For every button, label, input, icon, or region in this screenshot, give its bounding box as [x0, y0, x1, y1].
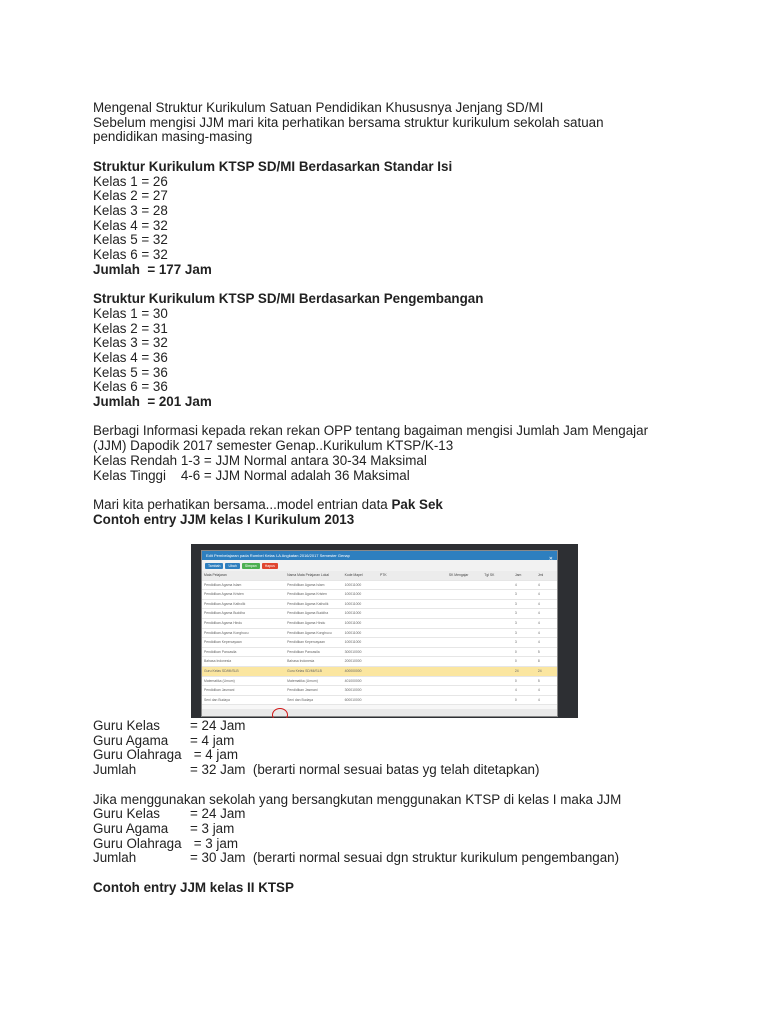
screenshot-button: Ubah: [225, 563, 239, 569]
table-cell: 300010000: [344, 688, 362, 693]
table-cell: [378, 696, 447, 705]
table-row: [202, 677, 557, 687]
table-cell: [447, 638, 482, 647]
k13-row: Guru Kelas = 24 Jam: [93, 718, 246, 733]
table-cell: [378, 677, 447, 686]
ktsp-row: Guru Kelas = 24 Jam: [93, 806, 246, 822]
table-cell: 300010000: [344, 649, 362, 654]
table-cell: [378, 638, 447, 647]
table-cell: [482, 696, 513, 705]
dapodik-window: [201, 550, 558, 717]
table-row: [202, 648, 557, 658]
pengembangan-item: Kelas 6 = 36: [93, 379, 168, 395]
table-cell: [378, 667, 447, 676]
window-toolbar: [202, 560, 557, 571]
table-cell: [378, 609, 447, 618]
k13-row: Jumlah = 32 Jam (berarti normal sesuai batas yg telah ditetapkan): [93, 762, 540, 778]
table-cell: 4: [537, 620, 540, 625]
document-body-lower: [93, 719, 693, 895]
table-row: [202, 638, 557, 648]
table-row: [202, 609, 557, 619]
table-cell: Pendidikan Kepercayaan: [204, 640, 242, 645]
red-highlight-circle: [272, 708, 288, 718]
table-cell: 100011000: [344, 640, 362, 645]
table-cell: 0: [514, 678, 517, 683]
table-row: [202, 667, 557, 677]
pembelajaran-table: [202, 571, 557, 705]
table-cell: 24: [537, 668, 542, 673]
table-cell: 4: [514, 688, 517, 693]
table-cell: 8: [537, 659, 540, 664]
table-cell: [482, 619, 513, 628]
table-cell: [378, 590, 447, 599]
table-cell: Pendidikan Agama Buddha: [204, 611, 245, 616]
table-cell: 4: [514, 582, 517, 587]
table-cell: Matematika (Umum): [287, 678, 318, 683]
intro-line: pendidikan masing-masing: [93, 129, 253, 145]
intro-line: Sebelum mengisi JJM mari kita perhatikan bersama struktur kurikulum sekolah satuan: [93, 114, 604, 130]
table-cell: [482, 590, 513, 599]
table-cell: [482, 657, 513, 666]
table-cell: Tgl SK: [484, 573, 495, 577]
standar-isi-heading: Struktur Kurikulum KTSP SD/MI Berdasarkan Standar Isi: [93, 158, 453, 174]
info-line: Kelas Tinggi 4-6 = JJM Normal adalah 36 Maksimal: [93, 467, 410, 483]
table-cell: Pendidikan Agama Katholik: [287, 601, 329, 606]
table-cell: 4: [537, 611, 540, 616]
table-cell: Pendidikan Agama Islam: [287, 582, 325, 587]
table-cell: [482, 581, 513, 590]
table-cell: Seni dan Budaya: [204, 697, 230, 702]
pengembangan-item: Kelas 5 = 36: [93, 364, 168, 380]
table-cell: Pendidikan Jasmani: [204, 688, 235, 693]
table-cell: Pendidikan Agama Konghucu: [204, 630, 249, 635]
table-cell: Pendidikan Agama Kristen: [287, 592, 327, 597]
standar-isi-item: Kelas 1 = 26: [93, 173, 168, 189]
table-cell: 400000000: [344, 668, 362, 673]
table-cell: [482, 686, 513, 695]
k13-row: Guru Agama = 4 jam: [93, 732, 235, 748]
table-header-row: [202, 571, 557, 581]
window-title: Edit Pembelajaran pada Rombel Kelas I-A Angkatan 2016/2017 Semester Genap: [202, 551, 557, 560]
table-cell: Pendidikan Agama Katholik: [204, 601, 246, 606]
table-cell: 100011000: [344, 630, 362, 635]
table-cell: [482, 600, 513, 609]
screenshot-button: Hapus: [262, 563, 278, 569]
table-cell: [447, 657, 482, 666]
embedded-screenshot: [191, 544, 578, 718]
model-text: Mari kita perhatikan bersama...model entrian data: [93, 496, 392, 512]
table-row: [202, 590, 557, 600]
table-cell: Seni dan Budaya: [287, 697, 313, 702]
table-cell: Pendidikan Agama Buddha: [287, 611, 329, 616]
close-icon: ✕: [548, 556, 553, 562]
table-cell: Jml: [537, 573, 544, 577]
table-cell: [447, 619, 482, 628]
table-cell: 0: [514, 697, 517, 702]
table-cell: Matematika (Umum): [204, 678, 235, 683]
pengembangan-item: Kelas 2 = 31: [93, 320, 168, 336]
document-body: [93, 101, 693, 527]
standar-isi-total: Jumlah = 177 Jam: [93, 261, 212, 277]
table-cell: [447, 667, 482, 676]
standar-isi-item: Kelas 2 = 27: [93, 188, 168, 204]
table-cell: 24: [514, 668, 519, 673]
screenshot-button: Simpan: [242, 563, 260, 569]
table-cell: [482, 677, 513, 686]
table-cell: Pendidikan Pancasila: [204, 649, 237, 654]
standar-isi-item: Kelas 3 = 28: [93, 202, 168, 218]
table-cell: [447, 677, 482, 686]
table-cell: 3: [514, 601, 517, 606]
table-cell: Nama Mata Pelajaran Lokal: [287, 573, 330, 577]
info-line: Kelas Rendah 1-3 = JJM Normal antara 30-34 Maksimal: [93, 452, 427, 468]
window-statusbar: [202, 709, 557, 716]
table-cell: [378, 600, 447, 609]
standar-isi-item: Kelas 4 = 32: [93, 217, 168, 233]
table-row: [202, 619, 557, 629]
table-cell: 100011000: [344, 601, 362, 606]
table-cell: 4: [537, 592, 540, 597]
table-cell: [447, 696, 482, 705]
pengembangan-total: Jumlah = 201 Jam: [93, 394, 212, 410]
table-cell: Guru Kelas SD/MI/SLB: [287, 668, 322, 673]
table-row: [202, 629, 557, 639]
k13-row: Guru Olahraga = 4 jam: [93, 747, 239, 763]
model-bold: Pak Sek: [391, 496, 443, 512]
table-cell: [482, 648, 513, 657]
table-cell: [482, 629, 513, 638]
table-cell: [378, 581, 447, 590]
table-cell: [447, 590, 482, 599]
k13-heading: Contoh entry JJM kelas I Kurikulum 2013: [93, 511, 355, 527]
table-cell: Jam: [514, 573, 522, 577]
table-cell: [482, 609, 513, 618]
table-cell: 100011000: [344, 611, 362, 616]
table-cell: [447, 686, 482, 695]
standar-isi-item: Kelas 5 = 32: [93, 232, 168, 248]
table-cell: SK Mengajar: [448, 573, 469, 577]
pengembangan-item: Kelas 3 = 32: [93, 335, 168, 351]
table-cell: 4: [537, 688, 540, 693]
table-cell: 3: [514, 640, 517, 645]
ktsp-example-heading: Contoh entry JJM kelas II KTSP: [93, 879, 294, 895]
table-cell: [378, 686, 447, 695]
table-cell: Bahasa Indonesia: [204, 659, 232, 664]
screenshot-button: Tambah: [205, 563, 223, 569]
table-cell: 100011000: [344, 592, 362, 597]
table-cell: 4: [537, 697, 540, 702]
table-row: [202, 657, 557, 667]
table-cell: Pendidikan Agama Islam: [204, 582, 242, 587]
table-cell: Kode Mapel: [344, 573, 363, 577]
table-cell: [378, 648, 447, 657]
table-cell: 4: [537, 582, 540, 587]
table-cell: 3: [514, 611, 517, 616]
table-row: [202, 581, 557, 591]
pengembangan-heading: Struktur Kurikulum KTSP SD/MI Berdasarkan Pengembangan: [93, 291, 484, 307]
table-cell: [378, 629, 447, 638]
table-cell: 0: [514, 649, 517, 654]
table-cell: 0: [514, 659, 517, 664]
table-cell: Pendidikan Pancasila: [287, 649, 320, 654]
table-cell: [447, 600, 482, 609]
ktsp-row: Jumlah = 30 Jam (berarti normal sesuai dgn struktur kurikulum pengembangan): [93, 850, 620, 866]
table-cell: 4: [537, 630, 540, 635]
ktsp-row: Guru Agama = 3 jam: [93, 820, 235, 836]
table-cell: [482, 667, 513, 676]
table-cell: 4: [537, 640, 540, 645]
table-cell: [378, 657, 447, 666]
table-cell: Pendidikan Agama Konghucu: [287, 630, 332, 635]
table-cell: 5: [537, 678, 540, 683]
table-cell: 5: [537, 649, 540, 654]
intro-line: Mengenal Struktur Kurikulum Satuan Pendidikan Khususnya Jenjang SD/MI: [93, 100, 544, 115]
model-intro: [93, 498, 693, 513]
table-cell: [447, 581, 482, 590]
table-cell: [447, 609, 482, 618]
table-cell: [482, 638, 513, 647]
table-cell: 4: [537, 601, 540, 606]
table-cell: Pendidikan Jasmani: [287, 688, 318, 693]
table-cell: 200010000: [344, 659, 362, 664]
info-line: Berbagi Informasi kepada rekan rekan OPP tentang bagaiman mengisi Jumlah Jam Mengajar: [93, 423, 649, 439]
table-cell: 401000000: [344, 678, 362, 683]
table-cell: 3: [514, 630, 517, 635]
info-line: (JJM) Dapodik 2017 semester Genap..Kurikulum KTSP/K-13: [93, 438, 454, 454]
table-cell: 100011000: [344, 582, 362, 587]
table-row: [202, 696, 557, 706]
pengembangan-item: Kelas 1 = 30: [93, 305, 168, 321]
table-cell: 100011000: [344, 620, 362, 625]
table-cell: Pendidikan Agama Kristen: [204, 592, 244, 597]
table-cell: Pendidikan Kepercayaan: [287, 640, 325, 645]
table-cell: 3: [514, 620, 517, 625]
ktsp-note: Jika menggunakan sekolah yang bersangkutan menggunakan KTSP di kelas I maka JJM: [93, 791, 622, 807]
table-cell: Pendidikan Agama Hindu: [287, 620, 326, 625]
table-cell: PTK: [379, 573, 387, 577]
table-row: [202, 686, 557, 696]
table-cell: Guru Kelas SD/MI/SLB: [204, 668, 239, 673]
table-cell: [447, 648, 482, 657]
table-cell: 600010000: [344, 697, 362, 702]
table-cell: [447, 629, 482, 638]
ktsp-row: Guru Olahraga = 3 jam: [93, 835, 239, 851]
table-cell: Mata Pelajaran: [204, 573, 227, 577]
pengembangan-item: Kelas 4 = 36: [93, 349, 168, 365]
table-cell: Pendidikan Agama Hindu: [204, 620, 243, 625]
table-cell: [378, 619, 447, 628]
table-cell: 3: [514, 592, 517, 597]
table-row: [202, 600, 557, 610]
table-cell: Bahasa Indonesia: [287, 659, 315, 664]
standar-isi-item: Kelas 6 = 32: [93, 247, 168, 263]
